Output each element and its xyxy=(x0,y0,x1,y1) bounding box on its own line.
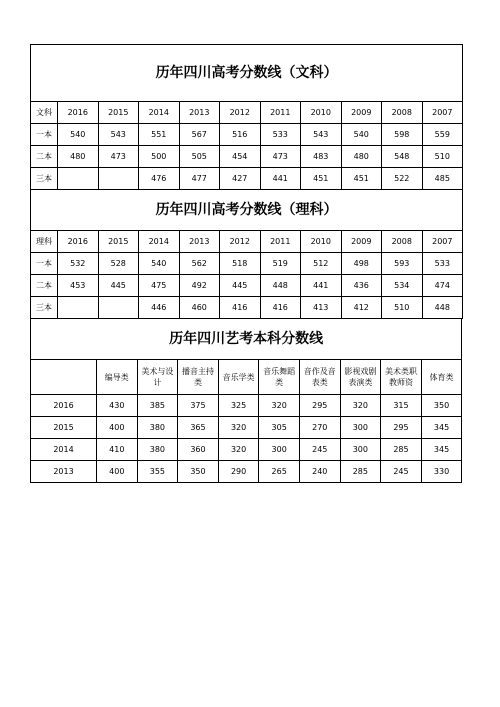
score-cell: 245 xyxy=(299,439,340,461)
table-row xyxy=(31,146,463,168)
year-header: 2007 xyxy=(422,102,463,124)
score-cell: 516 xyxy=(220,124,261,146)
year-label: 2015 xyxy=(31,417,97,439)
score-cell: 485 xyxy=(422,168,463,190)
score-cell: 533 xyxy=(422,253,463,275)
score-cell: 400 xyxy=(97,461,138,483)
score-cell: 416 xyxy=(220,297,261,319)
year-label: 2014 xyxy=(31,439,97,461)
row-label: 一本 xyxy=(31,253,58,275)
score-cell: 355 xyxy=(137,461,178,483)
table-row xyxy=(31,275,463,297)
score-cell xyxy=(58,168,99,190)
year-header: 2012 xyxy=(220,231,261,253)
table-row xyxy=(31,417,462,439)
score-cell: 543 xyxy=(301,124,342,146)
score-cell: 270 xyxy=(299,417,340,439)
score-cell xyxy=(98,297,139,319)
score-cell: 350 xyxy=(178,461,219,483)
table-row xyxy=(31,231,463,253)
score-cell: 500 xyxy=(139,146,180,168)
table-row xyxy=(31,168,463,190)
score-cell: 445 xyxy=(98,275,139,297)
score-cell: 567 xyxy=(179,124,220,146)
score-cell: 551 xyxy=(139,124,180,146)
score-cell: 441 xyxy=(301,275,342,297)
score-cell: 522 xyxy=(382,168,423,190)
score-cell: 559 xyxy=(422,124,463,146)
score-cell: 350 xyxy=(421,395,462,417)
score-cell: 533 xyxy=(260,124,301,146)
year-header: 2007 xyxy=(422,231,463,253)
category-header: 体育类 xyxy=(421,360,462,395)
liberal-arts-title: 历年四川高考分数线（文科） xyxy=(31,45,463,102)
category-header: 音作及音表类 xyxy=(299,360,340,395)
art-exam-title: 历年四川艺考本科分数线 xyxy=(31,319,462,360)
score-cell: 436 xyxy=(341,275,382,297)
score-cell: 540 xyxy=(139,253,180,275)
score-cell: 300 xyxy=(259,439,300,461)
art-exam-table xyxy=(30,319,462,483)
category-header: 音乐舞蹈类 xyxy=(259,360,300,395)
score-cell: 446 xyxy=(139,297,180,319)
score-cell xyxy=(58,297,99,319)
score-cell: 295 xyxy=(299,395,340,417)
score-cell: 548 xyxy=(382,146,423,168)
score-cell: 477 xyxy=(179,168,220,190)
score-cell: 534 xyxy=(382,275,423,297)
score-cell: 448 xyxy=(422,297,463,319)
science-title: 历年四川高考分数线（理科） xyxy=(31,190,463,231)
score-cell: 451 xyxy=(301,168,342,190)
score-cell: 410 xyxy=(97,439,138,461)
row-label: 三本 xyxy=(31,168,58,190)
score-cell: 474 xyxy=(422,275,463,297)
science-table xyxy=(30,190,463,319)
score-sheet xyxy=(30,44,462,483)
year-header: 2010 xyxy=(301,231,342,253)
score-cell: 360 xyxy=(178,439,219,461)
score-cell: 305 xyxy=(259,417,300,439)
score-cell: 320 xyxy=(218,439,259,461)
score-cell: 290 xyxy=(218,461,259,483)
score-cell: 510 xyxy=(382,297,423,319)
score-cell: 518 xyxy=(220,253,261,275)
year-header: 2009 xyxy=(341,102,382,124)
corner-cell: 理科 xyxy=(31,231,58,253)
year-header: 2016 xyxy=(58,102,99,124)
score-cell: 427 xyxy=(220,168,261,190)
score-cell: 540 xyxy=(58,124,99,146)
score-cell: 498 xyxy=(341,253,382,275)
score-cell: 483 xyxy=(301,146,342,168)
category-header: 美术与设计 xyxy=(137,360,178,395)
score-cell: 265 xyxy=(259,461,300,483)
table-row xyxy=(31,395,462,417)
score-cell: 505 xyxy=(179,146,220,168)
year-header: 2012 xyxy=(220,102,261,124)
row-label: 一本 xyxy=(31,124,58,146)
score-cell: 480 xyxy=(341,146,382,168)
score-cell: 454 xyxy=(220,146,261,168)
score-cell: 330 xyxy=(421,461,462,483)
score-cell: 285 xyxy=(340,461,381,483)
year-header: 2010 xyxy=(301,102,342,124)
score-cell: 320 xyxy=(340,395,381,417)
score-cell: 480 xyxy=(58,146,99,168)
score-cell: 413 xyxy=(301,297,342,319)
score-cell: 528 xyxy=(98,253,139,275)
table-row xyxy=(31,461,462,483)
score-cell: 492 xyxy=(179,275,220,297)
year-header: 2015 xyxy=(98,102,139,124)
year-header: 2014 xyxy=(139,231,180,253)
table-row xyxy=(31,439,462,461)
score-cell: 543 xyxy=(98,124,139,146)
score-cell: 441 xyxy=(260,168,301,190)
category-header: 影视戏剧表演类 xyxy=(340,360,381,395)
score-cell: 412 xyxy=(341,297,382,319)
score-cell: 380 xyxy=(137,439,178,461)
score-cell: 325 xyxy=(218,395,259,417)
score-cell: 510 xyxy=(422,146,463,168)
score-cell: 430 xyxy=(97,395,138,417)
score-cell: 453 xyxy=(58,275,99,297)
year-header: 2014 xyxy=(139,102,180,124)
liberal-arts-table xyxy=(30,44,463,190)
year-header: 2011 xyxy=(260,102,301,124)
category-header: 音乐学类 xyxy=(218,360,259,395)
score-cell: 295 xyxy=(381,417,422,439)
score-cell: 300 xyxy=(340,417,381,439)
score-cell: 540 xyxy=(341,124,382,146)
score-cell: 285 xyxy=(381,439,422,461)
year-header: 2016 xyxy=(58,231,99,253)
table-row xyxy=(31,253,463,275)
year-header: 2009 xyxy=(341,231,382,253)
score-cell: 460 xyxy=(179,297,220,319)
year-label: 2013 xyxy=(31,461,97,483)
score-cell: 365 xyxy=(178,417,219,439)
table-row xyxy=(31,102,463,124)
score-cell: 385 xyxy=(137,395,178,417)
row-label: 二本 xyxy=(31,275,58,297)
score-cell: 593 xyxy=(382,253,423,275)
corner-cell xyxy=(31,360,97,395)
score-cell: 375 xyxy=(178,395,219,417)
score-cell: 400 xyxy=(97,417,138,439)
year-header: 2008 xyxy=(382,102,423,124)
category-header: 播音主持类 xyxy=(178,360,219,395)
corner-cell: 文科 xyxy=(31,102,58,124)
category-header: 编导类 xyxy=(97,360,138,395)
year-header: 2008 xyxy=(382,231,423,253)
year-header: 2011 xyxy=(260,231,301,253)
score-cell: 240 xyxy=(299,461,340,483)
score-cell: 445 xyxy=(220,275,261,297)
score-cell: 320 xyxy=(259,395,300,417)
score-cell: 345 xyxy=(421,417,462,439)
row-label: 二本 xyxy=(31,146,58,168)
score-cell: 475 xyxy=(139,275,180,297)
year-header: 2013 xyxy=(179,102,220,124)
score-cell: 473 xyxy=(260,146,301,168)
score-cell: 320 xyxy=(218,417,259,439)
score-cell: 300 xyxy=(340,439,381,461)
score-cell: 451 xyxy=(341,168,382,190)
score-cell: 562 xyxy=(179,253,220,275)
score-cell: 512 xyxy=(301,253,342,275)
year-header: 2013 xyxy=(179,231,220,253)
score-cell: 473 xyxy=(98,146,139,168)
score-cell: 416 xyxy=(260,297,301,319)
score-cell: 245 xyxy=(381,461,422,483)
score-cell: 380 xyxy=(137,417,178,439)
score-cell: 519 xyxy=(260,253,301,275)
table-row xyxy=(31,124,463,146)
score-cell: 345 xyxy=(421,439,462,461)
table-row xyxy=(31,297,463,319)
score-cell xyxy=(98,168,139,190)
row-label: 三本 xyxy=(31,297,58,319)
year-label: 2016 xyxy=(31,395,97,417)
score-cell: 315 xyxy=(381,395,422,417)
score-cell: 532 xyxy=(58,253,99,275)
score-cell: 476 xyxy=(139,168,180,190)
table-row xyxy=(31,360,462,395)
category-header: 美术类职教师资 xyxy=(381,360,422,395)
score-cell: 598 xyxy=(382,124,423,146)
score-cell: 448 xyxy=(260,275,301,297)
year-header: 2015 xyxy=(98,231,139,253)
